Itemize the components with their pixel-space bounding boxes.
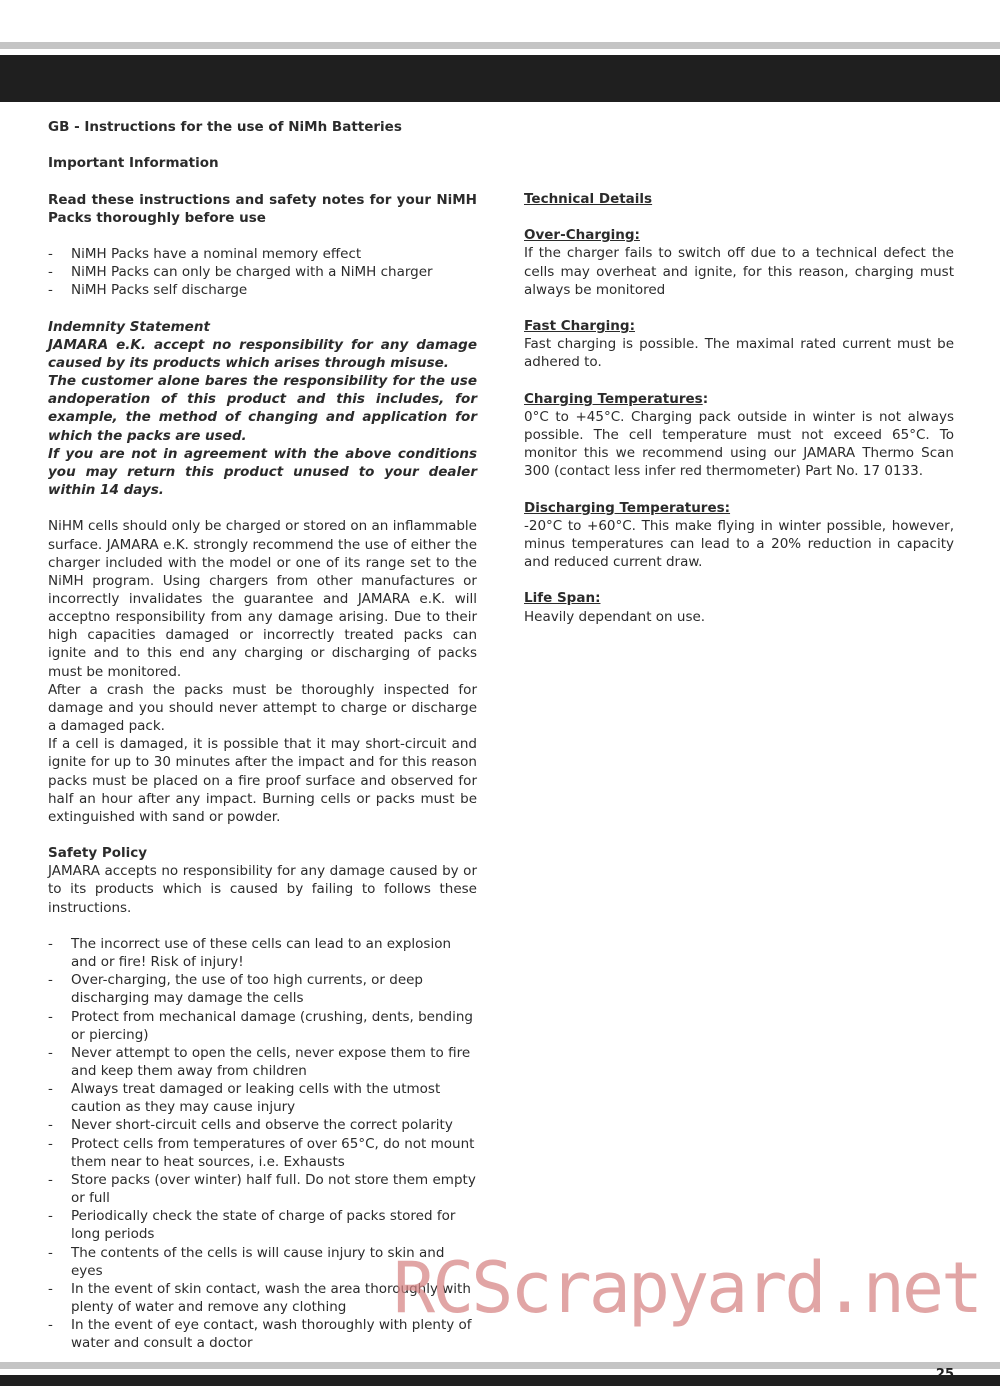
list-item: - NiMH Packs self discharge <box>48 281 477 299</box>
header-rule <box>0 42 1000 49</box>
section-text: Heavily dependant on use. <box>524 608 706 625</box>
list-item: - Protect from mechanical damage (crushing, dents, bending or piercing) <box>48 1008 477 1044</box>
read-notice: Read these instructions and safety notes for your NiMH Packs thoroughly before use <box>48 191 477 226</box>
important-heading: Important Information <box>48 155 219 172</box>
footer-rule <box>0 1362 1000 1369</box>
watermark: RCScrapyard.net <box>393 1247 981 1329</box>
indemnity-paragraph: If you are not in agreement with the above conditions you may return this product unused to your dealer within 14 days. <box>48 445 477 499</box>
section-title: Over-Charging: <box>524 227 640 244</box>
list-item: - Never short-circuit cells and observe the correct polarity <box>48 1116 477 1134</box>
safety-intro: JAMARA accepts no responsibility for any damage caused by or to its products which is caused by failing to follows these instructions. <box>48 863 477 916</box>
footer-band <box>0 1367 1000 1386</box>
list-item: - The contents of the cells is will cause injury to skin and eyes <box>48 1244 477 1280</box>
list-item: - NiMH Packs have a nominal memory effect <box>48 245 477 263</box>
section-text: 0°C to +45°C. Charging pack outside in winter is not always possible. The cell temperature must not exceed 65°C. To monitor this we recommend using our JAMARA Thermo Scan 300 (contact less infer red thermometer) Part No. 17 0133. <box>524 408 954 480</box>
section-title: Life Span: <box>524 590 601 607</box>
section-text: If the charger fails to switch off due to a technical defect the cells may overheat and ignite, for this reason, charging must always be monitored <box>524 245 954 298</box>
indemnity-paragraph: The customer alone bares the responsibility for the use andoperation of this product and this includes, for example, the method of changing and application for which the packs are used. <box>48 373 477 444</box>
list-item: - Never attempt to open the cells, never expose them to fire and keep them away from children <box>48 1044 477 1080</box>
page-number: 25 <box>935 1367 954 1382</box>
list-item: - NiMH Packs can only be charged with a NiMH charger <box>48 263 477 281</box>
safety-heading: Safety Policy <box>48 845 148 862</box>
technical-heading: Technical Details <box>524 191 653 207</box>
header-band <box>0 55 1000 102</box>
list-item: - Protect cells from temperatures of over 65°C, do not mount them near to heat sources, i.e. Exhausts <box>48 1135 477 1171</box>
list-item: - Always treat damaged or leaking cells with the utmost caution as they may cause injury <box>48 1080 477 1116</box>
right-column <box>524 190 954 626</box>
list-item: - Over-charging, the use of too high currents, or deep discharging may damage the cells <box>48 971 477 1007</box>
section-title: Discharging Temperatures: <box>524 499 731 516</box>
page-title: GB - Instructions for the use of NiMh Batteries <box>48 119 402 135</box>
body-paragraph: NiHM cells should only be charged or stored on an inflammable surface. JAMARA e.K. strongly recommend the use of either the charger included with the model or one of its range set to the NiMH program. Using chargers from other manufactures or incorrectly invalidates the guarantee and JAMARA e.K. will acceptno responsibility from any damage arising. Due to their high capacities damaged or incorrectly treated packs can ignite and to this end any charging or discharging of packs must be monitored. <box>48 518 477 680</box>
indemnity-heading: Indemnity Statement <box>48 318 210 335</box>
list-item: - In the event of eye contact, wash thoroughly with plenty of water and consult a doctor <box>48 1316 477 1352</box>
section-title: Charging Temperatures <box>524 390 703 407</box>
section-title: Fast Charging: <box>524 318 635 335</box>
section-text: -20°C to +60°C. This make flying in winter possible, however, minus temperatures can lead to a 20% reduction in capacity and reduced current draw. <box>524 517 954 571</box>
list-item: - Store packs (over winter) half full. Do not store them empty or full <box>48 1171 477 1207</box>
list-item: - In the event of skin contact, wash the area thoroughly with plenty of water and remove any clothing <box>48 1280 477 1316</box>
indemnity-paragraph: JAMARA e.K. accept no responsibility for any damage caused by its products which arises through misuse. <box>48 336 477 371</box>
body-paragraph: If a cell is damaged, it is possible that it may short-circuit and ignite for up to 30 minutes after the impact and for this reason packs must be placed on a fire proof surface and observed for half an hour after any impact. Burning cells or packs must be extinguished with sand or powder. <box>48 736 477 825</box>
section-title-colon: : <box>702 390 709 407</box>
intro-bullet-list <box>48 245 477 299</box>
left-column <box>48 118 477 1353</box>
list-item: - The incorrect use of these cells can lead to an explosion and or fire! Risk of injury! <box>48 935 477 971</box>
section-title-row <box>524 390 954 408</box>
list-item: - Periodically check the state of charge of packs stored for long periods <box>48 1207 477 1243</box>
body-paragraph: After a crash the packs must be thoroughly inspected for damage and you should never attempt to charge or discharge a damaged pack. <box>48 681 477 735</box>
section-text: Fast charging is possible. The maximal rated current must be adhered to. <box>524 336 954 371</box>
